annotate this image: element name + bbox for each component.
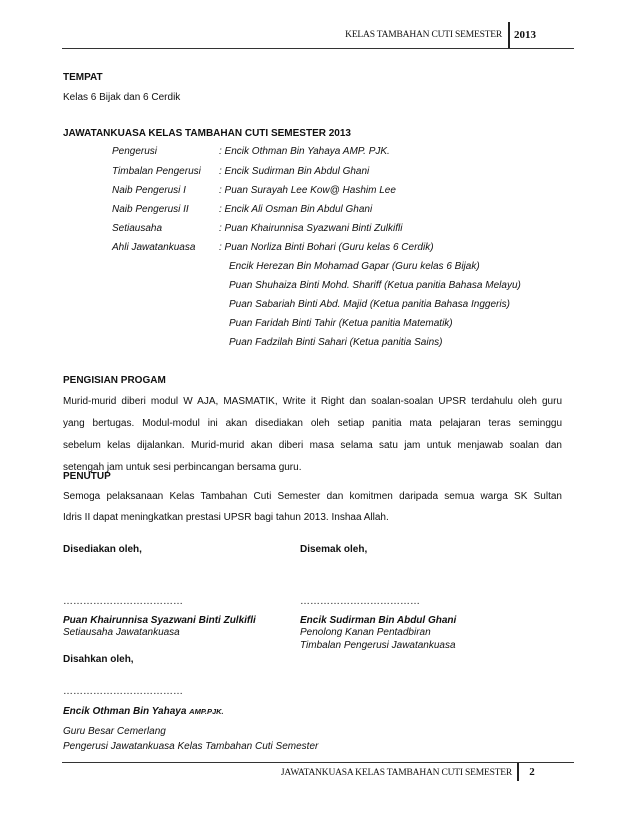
pengisian-line: setengah jam untuk sesi perbincangan bersama guru. bbox=[63, 462, 302, 473]
header-rule bbox=[62, 48, 574, 49]
committee-heading: JAWATANKUASA KELAS TAMBAHAN CUTI SEMESTER 2013 bbox=[63, 128, 351, 139]
committee-member-name: Puan Shuhaiza Binti Mohd. Shariff (Ketua panitia Bahasa Melayu) bbox=[229, 280, 521, 291]
approved-by-title: Guru Besar Cemerlang bbox=[63, 726, 166, 737]
committee-member-name: : Encik Ali Osman Bin Abdul Ghani bbox=[219, 204, 373, 215]
committee-member-name: : Encik Othman Bin Yahaya AMP. PJK. bbox=[219, 146, 390, 157]
committee-member-name: Puan Fadzilah Binti Sahari (Ketua panitia Sains) bbox=[229, 337, 443, 348]
approved-by-name-text: Encik Othman Bin Yahaya bbox=[63, 706, 187, 717]
reviewed-by-title: Penolong Kanan Pentadbiran bbox=[300, 627, 431, 638]
header-year: 2013 bbox=[514, 29, 536, 41]
pengisian-line: Murid-murid diberi modul W AJA, MASMATIK, Write it Right dan soalan-soalan UPSR terdahulu oleh guru bbox=[63, 396, 562, 407]
signature-line: ……………………………… bbox=[300, 596, 420, 607]
committee-role: Pengerusi bbox=[112, 146, 158, 157]
prepared-by-label: Disediakan oleh, bbox=[63, 544, 142, 555]
header-divider bbox=[508, 22, 510, 48]
committee-member-name: Puan Faridah Binti Tahir (Ketua panitia Matematik) bbox=[229, 318, 453, 329]
committee-role: Naib Pengerusi II bbox=[112, 204, 189, 215]
page-number: 2 bbox=[517, 763, 545, 781]
committee-role: Setiausaha bbox=[112, 223, 163, 234]
committee-member-name: : Puan Khairunnisa Syazwani Binti Zulkifli bbox=[219, 223, 403, 234]
approved-by-name bbox=[63, 706, 224, 717]
committee-member-name: Puan Sabariah Binti Abd. Majid (Ketua panitia Bahasa Inggeris) bbox=[229, 299, 510, 310]
committee-role: Ahli Jawatankuasa bbox=[112, 242, 196, 253]
reviewed-by-label: Disemak oleh, bbox=[300, 544, 368, 555]
reviewed-by-name: Encik Sudirman Bin Abdul Ghani bbox=[300, 615, 457, 626]
approved-by-label: Disahkan oleh, bbox=[63, 654, 134, 665]
tempat-heading: TEMPAT bbox=[63, 72, 103, 83]
prepared-by-name: Puan Khairunnisa Syazwani Binti Zulkifli bbox=[63, 615, 256, 626]
reviewed-by-title: Timbalan Pengerusi Jawatankuasa bbox=[300, 640, 456, 651]
pengisian-heading: PENGISIAN PROGAM bbox=[63, 375, 166, 386]
footer-title: JAWATANKUASA KELAS TAMBAHAN CUTI SEMESTER bbox=[280, 768, 512, 778]
pengisian-line: yang bertugas. Modul-modul ini akan disediakan oleh setiap panitia mata pelajaran teras seminggu bbox=[63, 418, 562, 429]
pengisian-line: sebelum kelas dijalankan. Murid-murid akan diberi masa selama satu jam untuk menjawab soalan dan bbox=[63, 440, 562, 451]
penutup-heading: PENUTUP bbox=[63, 471, 111, 482]
committee-member-name: : Puan Surayah Lee Kow@ Hashim Lee bbox=[219, 185, 396, 196]
signature-line: ……………………………… bbox=[63, 686, 183, 697]
committee-member-name: Encik Herezan Bin Mohamad Gapar (Guru kelas 6 Bijak) bbox=[229, 261, 480, 272]
prepared-by-title: Setiausaha Jawatankuasa bbox=[63, 627, 180, 638]
committee-member-name: : Puan Norliza Binti Bohari (Guru kelas 6 Cerdik) bbox=[219, 242, 434, 253]
tempat-text: Kelas 6 Bijak dan 6 Cerdik bbox=[63, 92, 181, 103]
footer-rule bbox=[62, 762, 574, 763]
header-title: KELAS TAMBAHAN CUTI SEMESTER bbox=[345, 30, 502, 40]
committee-member-name: : Encik Sudirman Bin Abdul Ghani bbox=[219, 166, 370, 177]
approved-by-name-suffix: AMP.PJK. bbox=[189, 707, 224, 716]
committee-role: Naib Pengerusi I bbox=[112, 185, 186, 196]
penutup-line: Semoga pelaksanaan Kelas Tambahan Cuti Semester dan komitmen daripada semua warga SK Sultan bbox=[63, 491, 562, 502]
signature-line: ……………………………… bbox=[63, 596, 183, 607]
penutup-line: Idris II dapat meningkatkan prestasi UPSR bagi tahun 2013. Inshaa Allah. bbox=[63, 512, 389, 523]
approved-by-title: Pengerusi Jawatankuasa Kelas Tambahan Cuti Semester bbox=[63, 741, 319, 752]
committee-role: Timbalan Pengerusi bbox=[112, 166, 201, 177]
